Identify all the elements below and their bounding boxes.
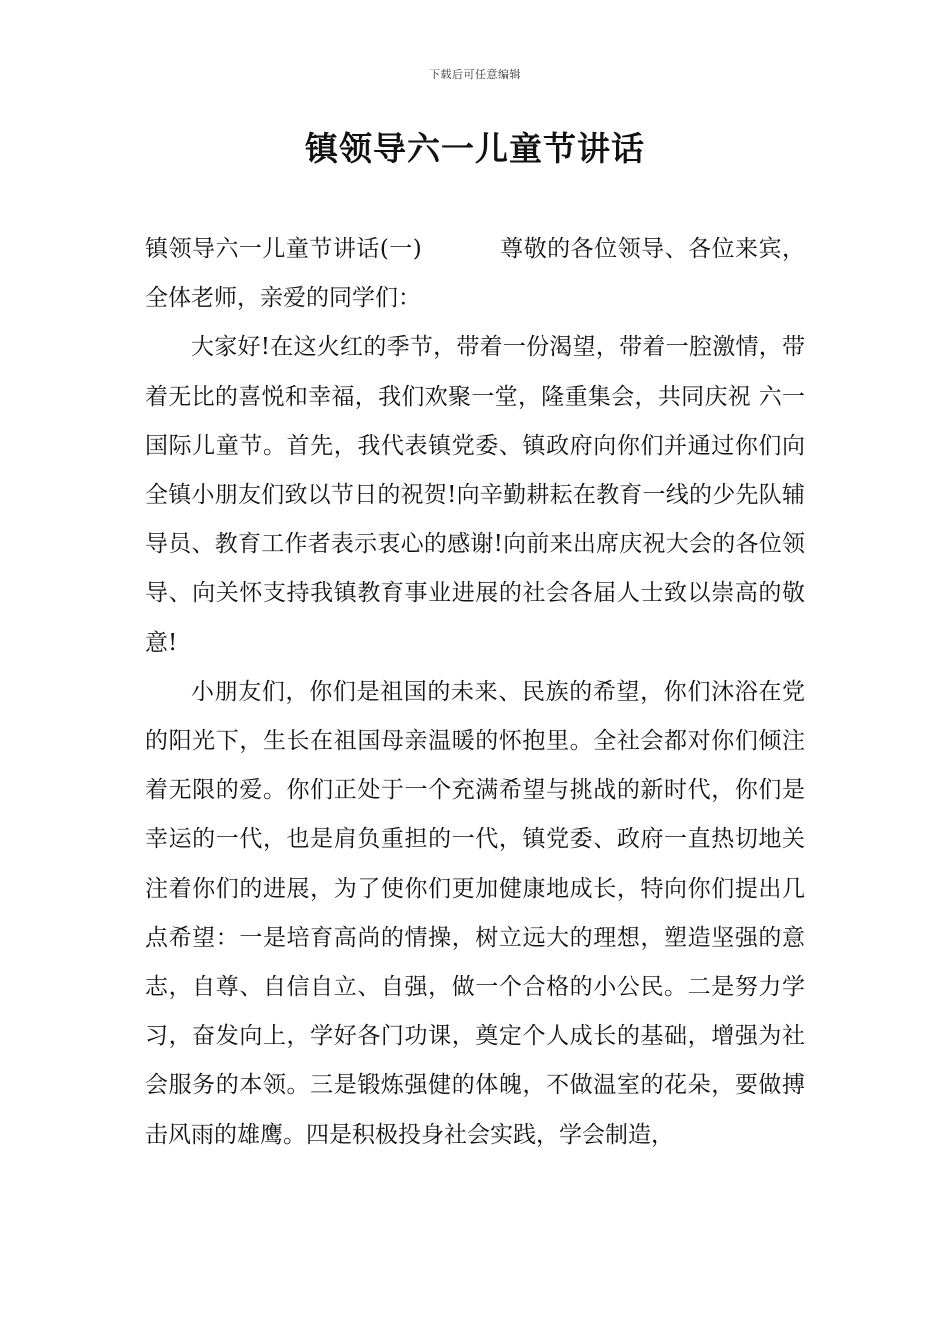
document-title: 镇领导六一儿童节讲话	[305, 129, 645, 168]
intro-paragraph	[145, 225, 805, 323]
intro-heading: 镇领导六一儿童节讲话(一)	[145, 236, 422, 262]
body-paragraph-hopes: 小朋友们，你们是祖国的未来、民族的希望，你们沐浴在党的阳光下，生长在祖国母亲温暖的怀抱里。全社会都对你们倾注着无限的爱。你们正处于一个充满希望与挑战的新时代，你们是幸运的一代，也是肩负重担的一代，镇党委、政府一直热切地关注着你们的进展，为了使你们更加健康地成长，特向你们提出几点希望：一是培育高尚的情操，树立远大的理想，塑造坚强的意志，自尊、自信自立、自强，做一个合格的小公民。二是努力学习，奋发向上，学好各门功课，奠定个人成长的基础，增强为社会服务的本领。三是锻炼强健的体魄，不做温室的花朵，要做搏击风雨的雄鹰。四是积极投身社会实践，学会制造，	[145, 678, 805, 1148]
intro-salutation: 尊敬的各位领导、各位来宾，全体老师，亲爱的同学们：	[145, 236, 805, 312]
body-paragraph-greeting: 大家好!在这火红的季节，带着一份渴望，带着一腔激情，带着无比的喜悦和幸福，我们欢聚一堂，隆重集会，共同庆祝 六一国际儿童节。首先，我代表镇党委、镇政府向你们并通过你们向全镇小朋友们致以节日的祝贺!向辛勤耕耘在教育一线的少先队辅导员、教育工作者表示衷心的感谢!向前来出席庆祝大会的各位领导、向关怀支持我镇教育事业进展的社会各届人士致以崇高的敬意!	[145, 334, 805, 656]
document-body	[145, 225, 805, 1160]
header-note: 下载后可任意编辑	[429, 68, 521, 81]
